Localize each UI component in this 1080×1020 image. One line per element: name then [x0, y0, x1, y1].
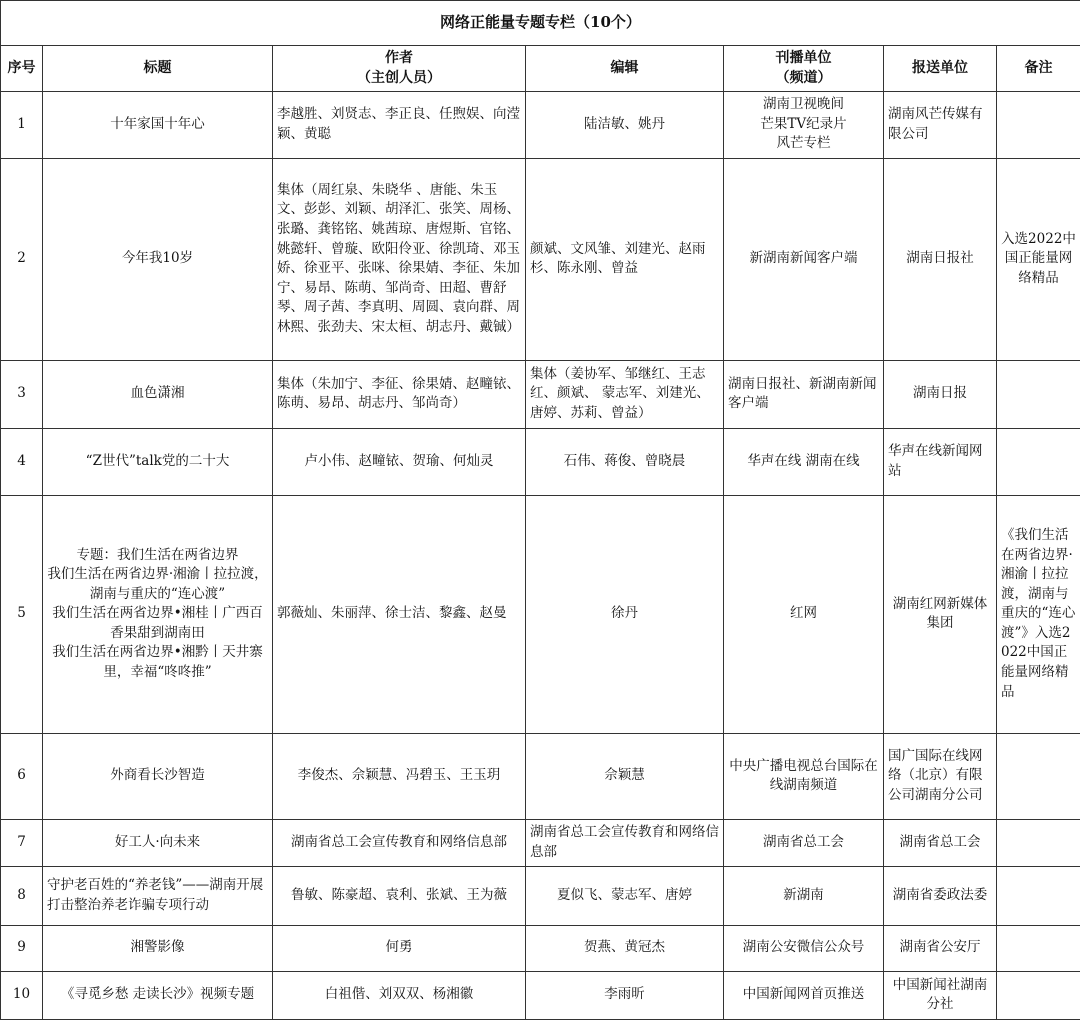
row-author: 湖南省总工会宣传教育和网络信息部	[273, 819, 526, 866]
row-no: 3	[1, 360, 43, 428]
row-note	[997, 360, 1080, 428]
row-note	[997, 91, 1080, 158]
row-title: 今年我10岁	[43, 158, 273, 360]
header-row	[1, 46, 1080, 92]
row-author: 集体（朱加宁、李征、徐果婧、赵疃铱、陈萌、易昂、胡志丹、邹尚奇）	[273, 360, 526, 428]
row-title: “Z世代”talk党的二十大	[43, 428, 273, 495]
row-editor: 集体（姜协军、邹继红、王志红、颜斌、 蒙志军、刘建光、唐婷、苏莉、曾益）	[526, 360, 724, 428]
row-no: 7	[1, 819, 43, 866]
row-publisher: 中央广播电视总台国际在线湖南频道	[724, 733, 884, 819]
row-note	[997, 866, 1080, 925]
table-row	[1, 91, 1080, 158]
row-publisher: 湖南公安微信公众号	[724, 925, 884, 971]
row-publisher: 红网	[724, 495, 884, 733]
table-row	[1, 925, 1080, 971]
row-note	[997, 925, 1080, 971]
row-editor: 李雨昕	[526, 971, 724, 1019]
header-note: 备注	[997, 46, 1080, 92]
row-no: 4	[1, 428, 43, 495]
row-editor: 佘颖慧	[526, 733, 724, 819]
row-editor: 陆洁敏、姚丹	[526, 91, 724, 158]
row-title: 守护老百姓的“养老钱”——湖南开展打击整治养老诈骗专项行动	[43, 866, 273, 925]
table-row	[1, 360, 1080, 428]
table-row	[1, 428, 1080, 495]
row-submitter: 湖南日报社	[884, 158, 997, 360]
row-note: 《我们生活在两省边界·湘渝丨拉拉渡，湖南与重庆的“连心渡”》入选2022中国正能量网络精品	[997, 495, 1080, 733]
row-no: 10	[1, 971, 43, 1019]
header-editor: 编辑	[526, 46, 724, 92]
row-submitter: 湖南红网新媒体集团	[884, 495, 997, 733]
table-row	[1, 733, 1080, 819]
row-author: 集体（周红泉、朱晓华 、唐能、朱玉文、彭彭、刘颖、胡泽汇、张笑、周杨、张璐、龚铭铭、姚茜琼、唐煜斯、官铭、姚懿轩、曾璇、欧阳伶亚、徐凯琦、邓玉娇、徐亚平、张咪、徐果婧、李征、朱加宁、易昂、陈萌、邹尚奇、田超、曹舒琴、周子茜、李真明、周圆、袁向群、周林熙、张劲夫、宋太桓、胡志丹、戴铖）	[273, 158, 526, 360]
row-author: 李俊杰、佘颖慧、冯碧玉、王玉玥	[273, 733, 526, 819]
row-publisher: 湖南日报社、新湖南新闻客户端	[724, 360, 884, 428]
row-no: 5	[1, 495, 43, 733]
row-note	[997, 819, 1080, 866]
row-submitter: 中国新闻社湖南分社	[884, 971, 997, 1019]
table-row	[1, 495, 1080, 733]
row-publisher: 华声在线 湖南在线	[724, 428, 884, 495]
table-row	[1, 158, 1080, 360]
header-title: 标题	[43, 46, 273, 92]
row-title: 湘警影像	[43, 925, 273, 971]
row-title: 《寻觅乡愁 走读长沙》视频专题	[43, 971, 273, 1019]
row-author: 李越胜、刘贤志、李正良、任煦娱、向滢颖、黄聪	[273, 91, 526, 158]
row-note	[997, 733, 1080, 819]
row-no: 2	[1, 158, 43, 360]
header-author: 作者 （主创人员）	[273, 46, 526, 92]
row-submitter: 湖南省委政法委	[884, 866, 997, 925]
row-publisher: 新湖南	[724, 866, 884, 925]
row-submitter: 湖南日报	[884, 360, 997, 428]
table-row	[1, 866, 1080, 925]
row-author: 何勇	[273, 925, 526, 971]
row-editor: 湖南省总工会宣传教育和网络信息部	[526, 819, 724, 866]
row-author: 白祖偕、刘双双、杨湘徽	[273, 971, 526, 1019]
row-title: 好工人·向未来	[43, 819, 273, 866]
row-publisher: 新湖南新闻客户端	[724, 158, 884, 360]
row-submitter: 湖南省公安厅	[884, 925, 997, 971]
row-editor: 贺燕、黄冠杰	[526, 925, 724, 971]
row-note	[997, 971, 1080, 1019]
row-title: 十年家国十年心	[43, 91, 273, 158]
row-publisher: 中国新闻网首页推送	[724, 971, 884, 1019]
row-author: 卢小伟、赵疃铱、贺瑜、何灿灵	[273, 428, 526, 495]
row-editor: 夏似飞、蒙志军、唐婷	[526, 866, 724, 925]
row-editor: 颜斌、文风雏、刘建光、赵雨杉、陈永刚、曾益	[526, 158, 724, 360]
row-editor: 徐丹	[526, 495, 724, 733]
header-no: 序号	[1, 46, 43, 92]
table-title: 网络正能量专题专栏（10个）	[1, 1, 1080, 46]
row-submitter: 华声在线新闻网站	[884, 428, 997, 495]
table-row	[1, 971, 1080, 1019]
row-author: 郭薇灿、朱丽萍、徐士洁、黎鑫、赵曼	[273, 495, 526, 733]
row-note	[997, 428, 1080, 495]
row-publisher: 湖南卫视晚间 芒果TV纪录片 风芒专栏	[724, 91, 884, 158]
row-no: 6	[1, 733, 43, 819]
row-title: 血色潇湘	[43, 360, 273, 428]
row-submitter: 湖南省总工会	[884, 819, 997, 866]
row-no: 1	[1, 91, 43, 158]
row-note: 入选2022中国正能量网络精品	[997, 158, 1080, 360]
header-publisher: 刊播单位 （频道）	[724, 46, 884, 92]
row-submitter: 国广国际在线网络（北京）有限公司湖南分公司	[884, 733, 997, 819]
table-row	[1, 819, 1080, 866]
row-no: 8	[1, 866, 43, 925]
row-title: 专题：我们生活在两省边界 我们生活在两省边界·湘渝丨拉拉渡，湖南与重庆的“连心渡” 我们生活在两省边界•湘桂丨广西百香果甜到湖南田 我们生活在两省边界•湘黔丨天井寨里，幸福“咚咚推”	[43, 495, 273, 733]
row-publisher: 湖南省总工会	[724, 819, 884, 866]
row-title: 外商看长沙智造	[43, 733, 273, 819]
row-author: 鲁敏、陈豪超、袁利、张斌、王为薇	[273, 866, 526, 925]
row-no: 9	[1, 925, 43, 971]
row-editor: 石伟、蒋俊、曾晓晨	[526, 428, 724, 495]
header-submitter: 报送单位	[884, 46, 997, 92]
row-submitter: 湖南风芒传媒有限公司	[884, 91, 997, 158]
